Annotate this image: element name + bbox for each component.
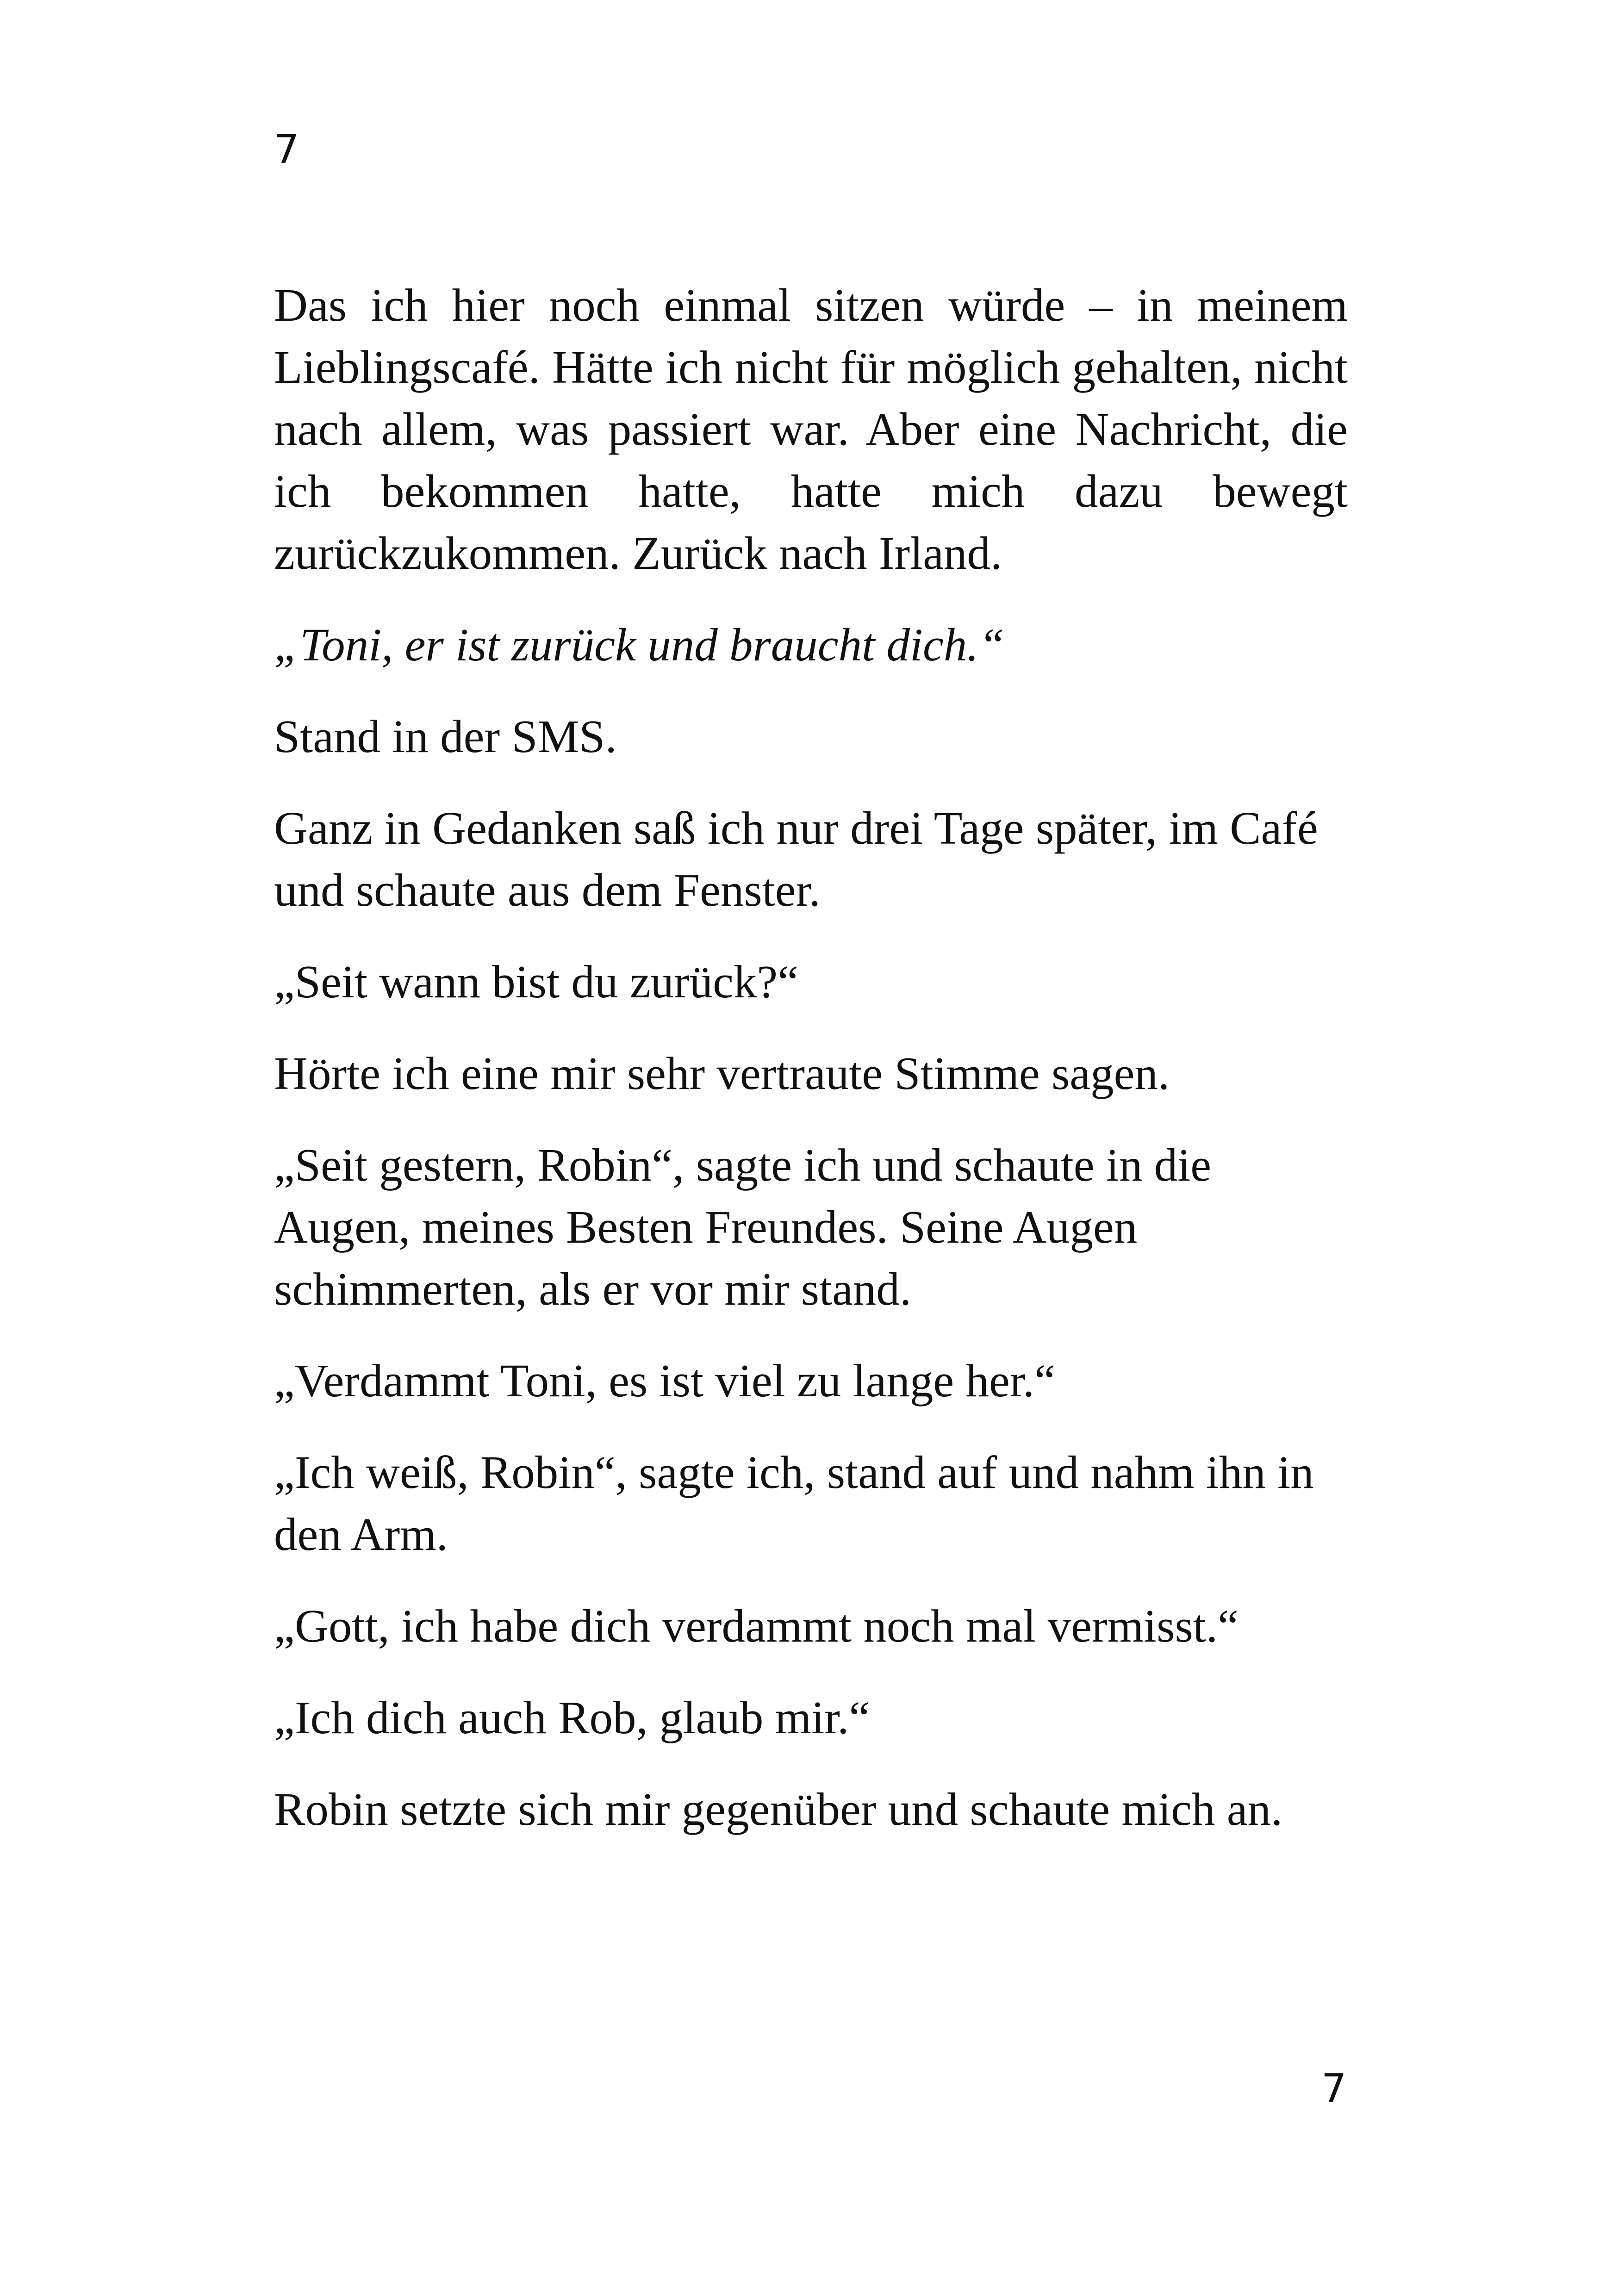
paragraph: „Ich dich auch Rob, glaub mir.“ [274,1692,870,1743]
paragraph-intro: Das ich hier noch einmal sitzen würde – in meinem Lieblingscafé. Hätte ich nicht für möglich gehalten, nicht nach allem, was passiert war. Aber eine Nachricht, die ich bekommen hatte, hatte mich dazu bewegt zurückzukommen. Zurück nach Irland. [274,279,1348,579]
paragraph: „Seit wann bist du zurück?“ [274,956,799,1008]
paragraph-sms-quote: „Toni, er ist zurück und braucht dich.“ [274,619,1005,671]
paragraph: Hörte ich eine mir sehr vertraute Stimme sagen. [274,1047,1170,1099]
paragraph: Stand in der SMS. [274,710,617,762]
paragraph: „Gott, ich habe dich verdammt noch mal vermisst.“ [274,1600,1238,1652]
paragraph: Robin setzte sich mir gegenüber und schaute mich an. [274,1783,1283,1835]
paragraph: „Ich weiß, Robin“, sagte ich, stand auf und nahm ihn in den Arm. [274,1446,1314,1560]
footer-page-number: 7 [1321,2066,1347,2112]
header-page-number: 7 [274,126,299,173]
paragraph: „Seit gestern, Robin“, sagte ich und schaute in die Augen, meines Besten Freundes. Seine Augen schimmerten, als er vor mir stand. [274,1139,1212,1315]
body-text [274,274,1348,1870]
paragraph: „Verdammt Toni, es ist viel zu lange her.“ [274,1355,1055,1406]
paragraph: Ganz in Gedanken saß ich nur drei Tage später, im Café und schaute aus dem Fenster. [274,802,1318,916]
